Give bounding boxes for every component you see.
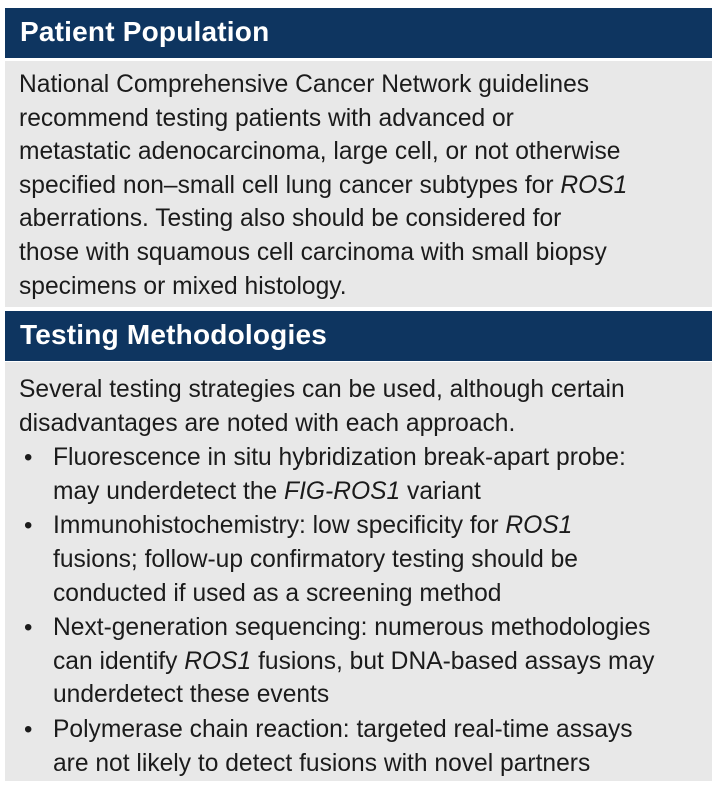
body-line: recommend testing patients with advanced or xyxy=(19,104,514,132)
body-line: disadvantages are noted with each approach. xyxy=(19,409,516,437)
section-heading-patient-population: Patient Population xyxy=(5,8,712,58)
bullet-icon: • xyxy=(24,715,33,743)
bullet-icon: • xyxy=(24,444,33,472)
body-line: National Comprehensive Cancer Network guidelines xyxy=(19,71,590,98)
patient-population-body xyxy=(5,61,712,307)
list-item: • Immunohistochemistry: low specificity for ROS1 fusions; follow-up confirmatory testing should be conducted if used as a screening method xyxy=(19,509,698,610)
list-item: • Polymerase chain reaction: targeted real-time assays are not likely to detect fusions with novel partners xyxy=(19,713,698,780)
testing-methodologies-body xyxy=(5,362,712,781)
gene-name: FIG-ROS1 xyxy=(284,477,401,505)
bullet-icon: • xyxy=(24,512,33,540)
methodology-list xyxy=(19,441,698,780)
body-line: specimens or mixed histology. xyxy=(19,272,347,300)
gene-name: ROS1 xyxy=(505,512,573,540)
intro-paragraph xyxy=(19,373,698,440)
body-line: those with squamous cell carcinoma with small biopsy xyxy=(19,238,607,266)
gene-name: ROS1 xyxy=(560,171,628,199)
bullet-icon: • xyxy=(24,614,33,642)
gene-name: ROS1 xyxy=(184,647,252,675)
body-line: specified non–small cell lung cancer subtypes for ROS1 xyxy=(19,171,628,199)
body-line: aberrations. Testing also should be considered for xyxy=(19,205,562,233)
list-item: • Next-generation sequencing: numerous methodologies can identify ROS1 fusions, but DNA-based assays may underdetect these events xyxy=(19,611,698,712)
section-heading-testing-methodologies: Testing Methodologies xyxy=(5,311,712,361)
body-line: Several testing strategies can be used, although certain xyxy=(19,376,625,403)
body-line: metastatic adenocarcinoma, large cell, or not otherwise xyxy=(19,138,621,166)
list-item: • Fluorescence in situ hybridization break-apart probe: may underdetect the FIG-ROS1 variant xyxy=(19,441,698,508)
